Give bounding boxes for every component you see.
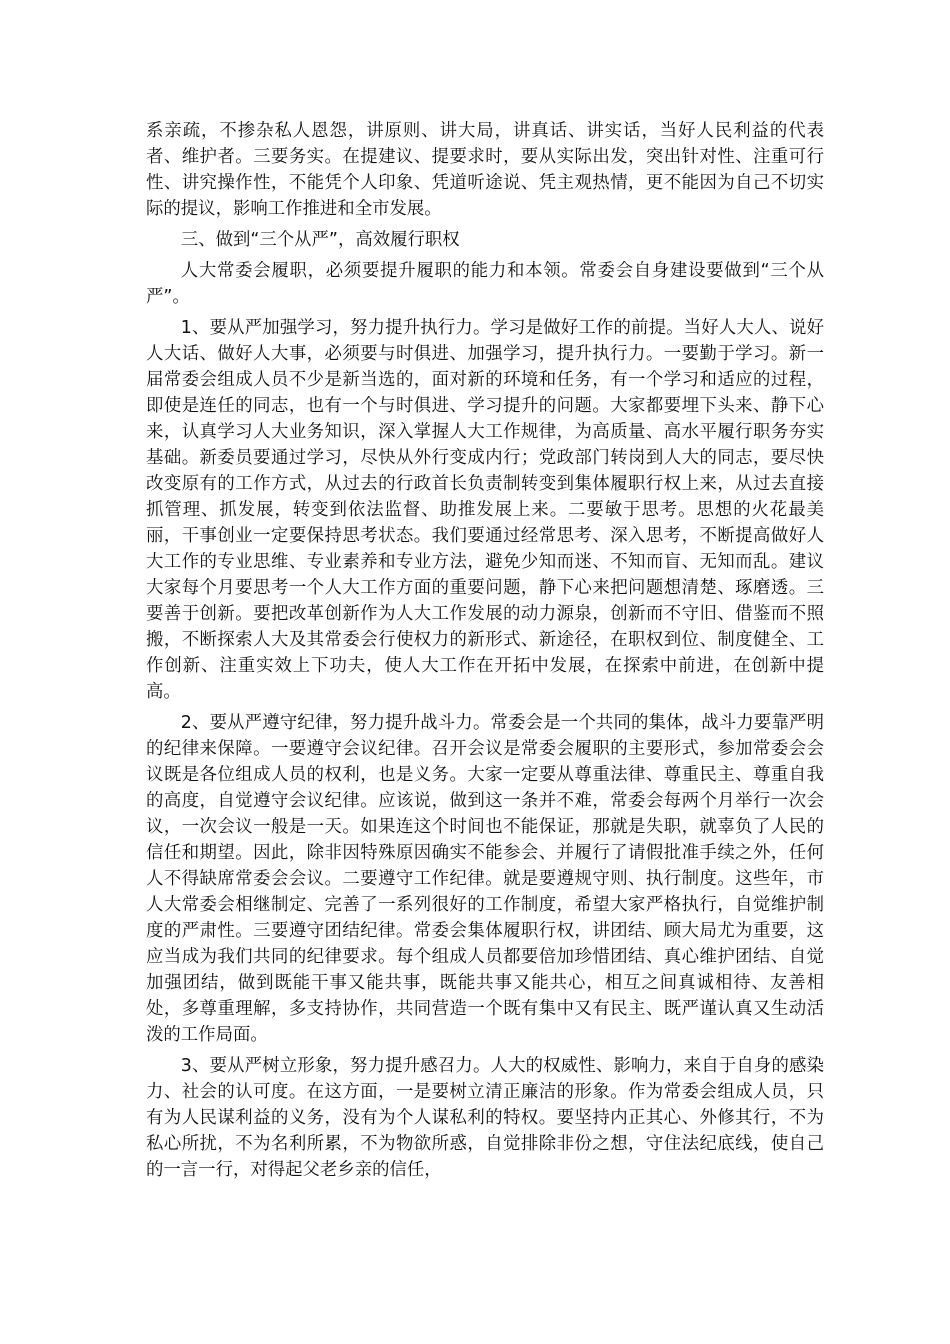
paragraph-point-3: 3、要从严树立形象，努力提升感召力。人大的权威性、影响力，来自于自身的感染力、社会的认可度。在这方面，一是要树立清正廉洁的形象。作为常委会组成人员，只有为人民谋利益的义务，没有为个人谋私利的特权。要坚持内正其心、外修其行，不为私心所扰，不为名利所累，不为物欲所惑，自觉排除非份之想，守住法纪底线，使自己的一言一行，对得起父老乡亲的信任， — [146, 1056, 824, 1180]
document-body — [146, 118, 824, 1183]
paragraph-continuation: 系亲疏，不掺杂私人恩怨，讲原则、讲大局，讲真话、讲实话，当好人民利益的代表者、维护者。三要务实。在提建议、提要求时，要从实际出发，突出针对性、注重可行性、讲究操作性，不能凭个人印象、凭道听途说、凭主观热情，更不能因为自己不切实际的提议，影响工作推进和全市发展。 — [146, 121, 824, 219]
paragraph-intro: 人大常委会履职，必须要提升履职的能力和本领。常委会自身建设要做到“三个从严”。 — [146, 261, 824, 307]
paragraph-point-2: 2、要从严遵守纪律，努力提升战斗力。常委会是一个共同的集体，战斗力要靠严明的纪律来保障。一要遵守会议纪律。召开会议是常委会履职的主要形式，参加常委会会议既是各位组成人员的权利，也是义务。大家一定要从尊重法律、尊重民主、尊重自我的高度，自觉遵守会议纪律。应该说，做到这一条并不难，常委会每两个月举行一次会议，一次会议一般是一天。如果连这个时间也不能保证，那就是失职，就辜负了人民的信任和期望。因此，除非因特殊原因确实不能参会、并履行了请假批准手续之外，任何人不得缺席常委会会议。二要遵守工作纪律。就是要遵规守则、执行制度。这些年，市人大常委会相继制定、完善了一系列很好的工作制度，希望大家严格执行，自觉维护制度的严肃性。三要遵守团结纪律。常委会集体履职行权，讲团结、顾大局尤为重要，这应当成为我们共同的纪律要求。每个组成人员都要倍加珍惜团结、真心维护团结、自觉加强团结，做到既能干事又能共事，既能共事又能共心，相互之间真诚相待、友善相处，多尊重理解，多支持协作，共同营造一个既有集中又有民主、既严谨认真又生动活泼的工作局面。 — [146, 713, 824, 1045]
section-heading: 三、做到“三个从严”，高效履行职权 — [180, 230, 460, 250]
paragraph-point-1: 1、要从严加强学习，努力提升执行力。学习是做好工作的前提。当好人大人、说好人大话、做好人大事，必须要与时俱进、加强学习，提升执行力。一要勤于学习。新一届常委会组成人员不少是新当选的，面对新的环境和任务，有一个学习和适应的过程，即使是连任的同志，也有一个与时俱进、学习提升的问题。大家都要埋下头来、静下心来，认真学习人大业务知识，深入掌握人大工作规律，为高质量、高水平履行职务夯实基础。新委员要通过学习，尽快从外行变成内行；党政部门转岗到人大的同志，要尽快改变原有的工作方式，从过去的行政首长负责制转变到集体履职行权上来，从过去直接抓管理、抓发展，转变到依法监督、助推发展上来。二要敏于思考。思想的火花最美丽，干事创业一定要保持思考状态。我们要通过经常思考、深入思考，不断提高做好人大工作的专业思维、专业素养和专业方法，避免少知而迷、不知而盲、无知而乱。建议大家每个月要思考一个人大工作方面的重要问题，静下心来把问题想清楚、琢磨透。三要善于创新。要把改革创新作为人大工作发展的动力源泉，创新而不守旧、借鉴而不照搬，不断探索人大及其常委会行使权力的新形式、新途径，在职权到位、制度健全、工作创新、注重实效上下功夫，使人大工作在开拓中发展，在探索中前进，在创新中提高。 — [146, 318, 824, 702]
